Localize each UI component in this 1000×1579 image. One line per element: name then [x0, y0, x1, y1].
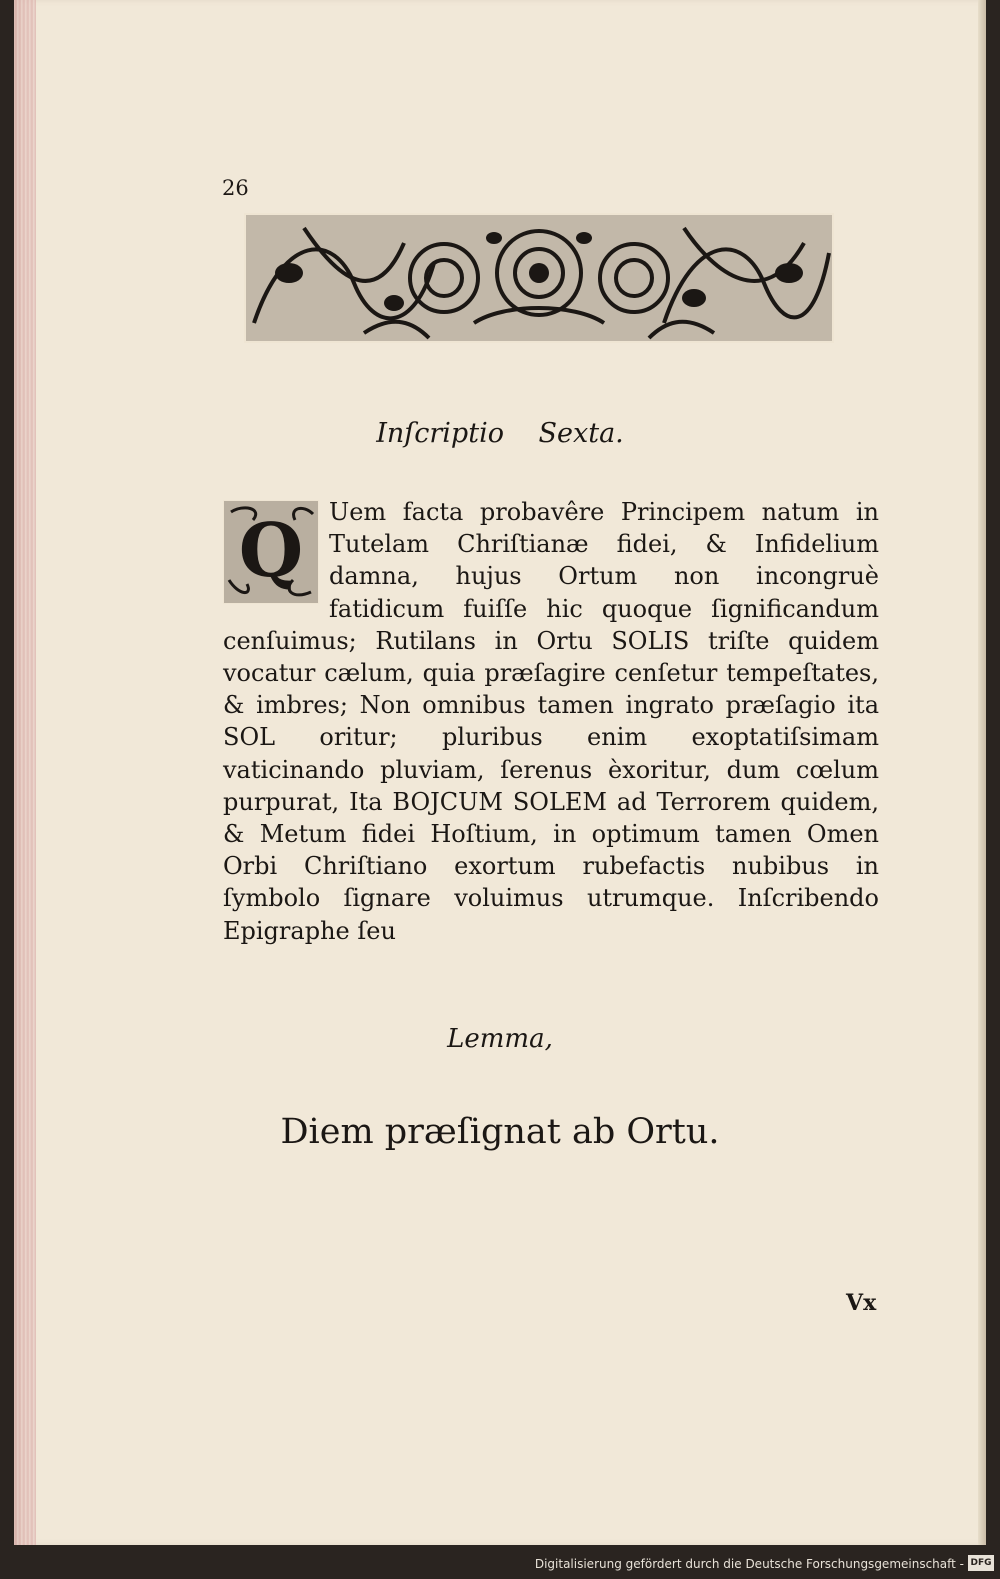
decorated-initial — [223, 500, 319, 604]
body-paragraph — [223, 496, 879, 947]
page-edge-right — [978, 0, 986, 1545]
digitization-credit: Digitalisierung gefördert durch die Deutsche Forschungsgemeinschaft - — [534, 1557, 964, 1571]
page-edge-left — [14, 0, 36, 1545]
inscription-heading: Inſcriptio Sexta. — [376, 418, 624, 449]
dfg-logo: DFG — [968, 1555, 994, 1571]
dropcap-letter: Q — [238, 508, 304, 594]
lemma-label: Lemma, — [447, 1024, 553, 1054]
page-number: 26 — [222, 176, 249, 200]
motto: Diem præſignat ab Ortu. — [280, 1112, 720, 1152]
body-text: Uem facta probavêre Principem natum in Tutelam Chriſtianæ fidei, & Infidelium damna, hujus Ortum non incongruè fatidicum fuiſſe hic quoque ſignificandum cenſuimus; Rutilans in Ortu SOLIS triſte quidem vocatur cælum, quia præſagire cenſetur tempeſtates, & imbres; Non omnibus tamen ingrato præſagio ita SOL oritur; pluribus enim exoptatiſsimam vaticinando pluviam, ſerenus èxoritur, dum cœlum purpurat, Ita BOJCUM SOLEM ad Terrorem quidem, & Metum fidei Hoſtium, in optimum tamen Omen Orbi Chriſtiano exortum rubefactis nubibus in ſymbolo ſignare voluimus utrumque. Inſcribendo Epigraphe ſeu — [223, 498, 879, 945]
ornamental-headpiece — [244, 213, 834, 343]
catchword: Vx — [846, 1290, 877, 1316]
